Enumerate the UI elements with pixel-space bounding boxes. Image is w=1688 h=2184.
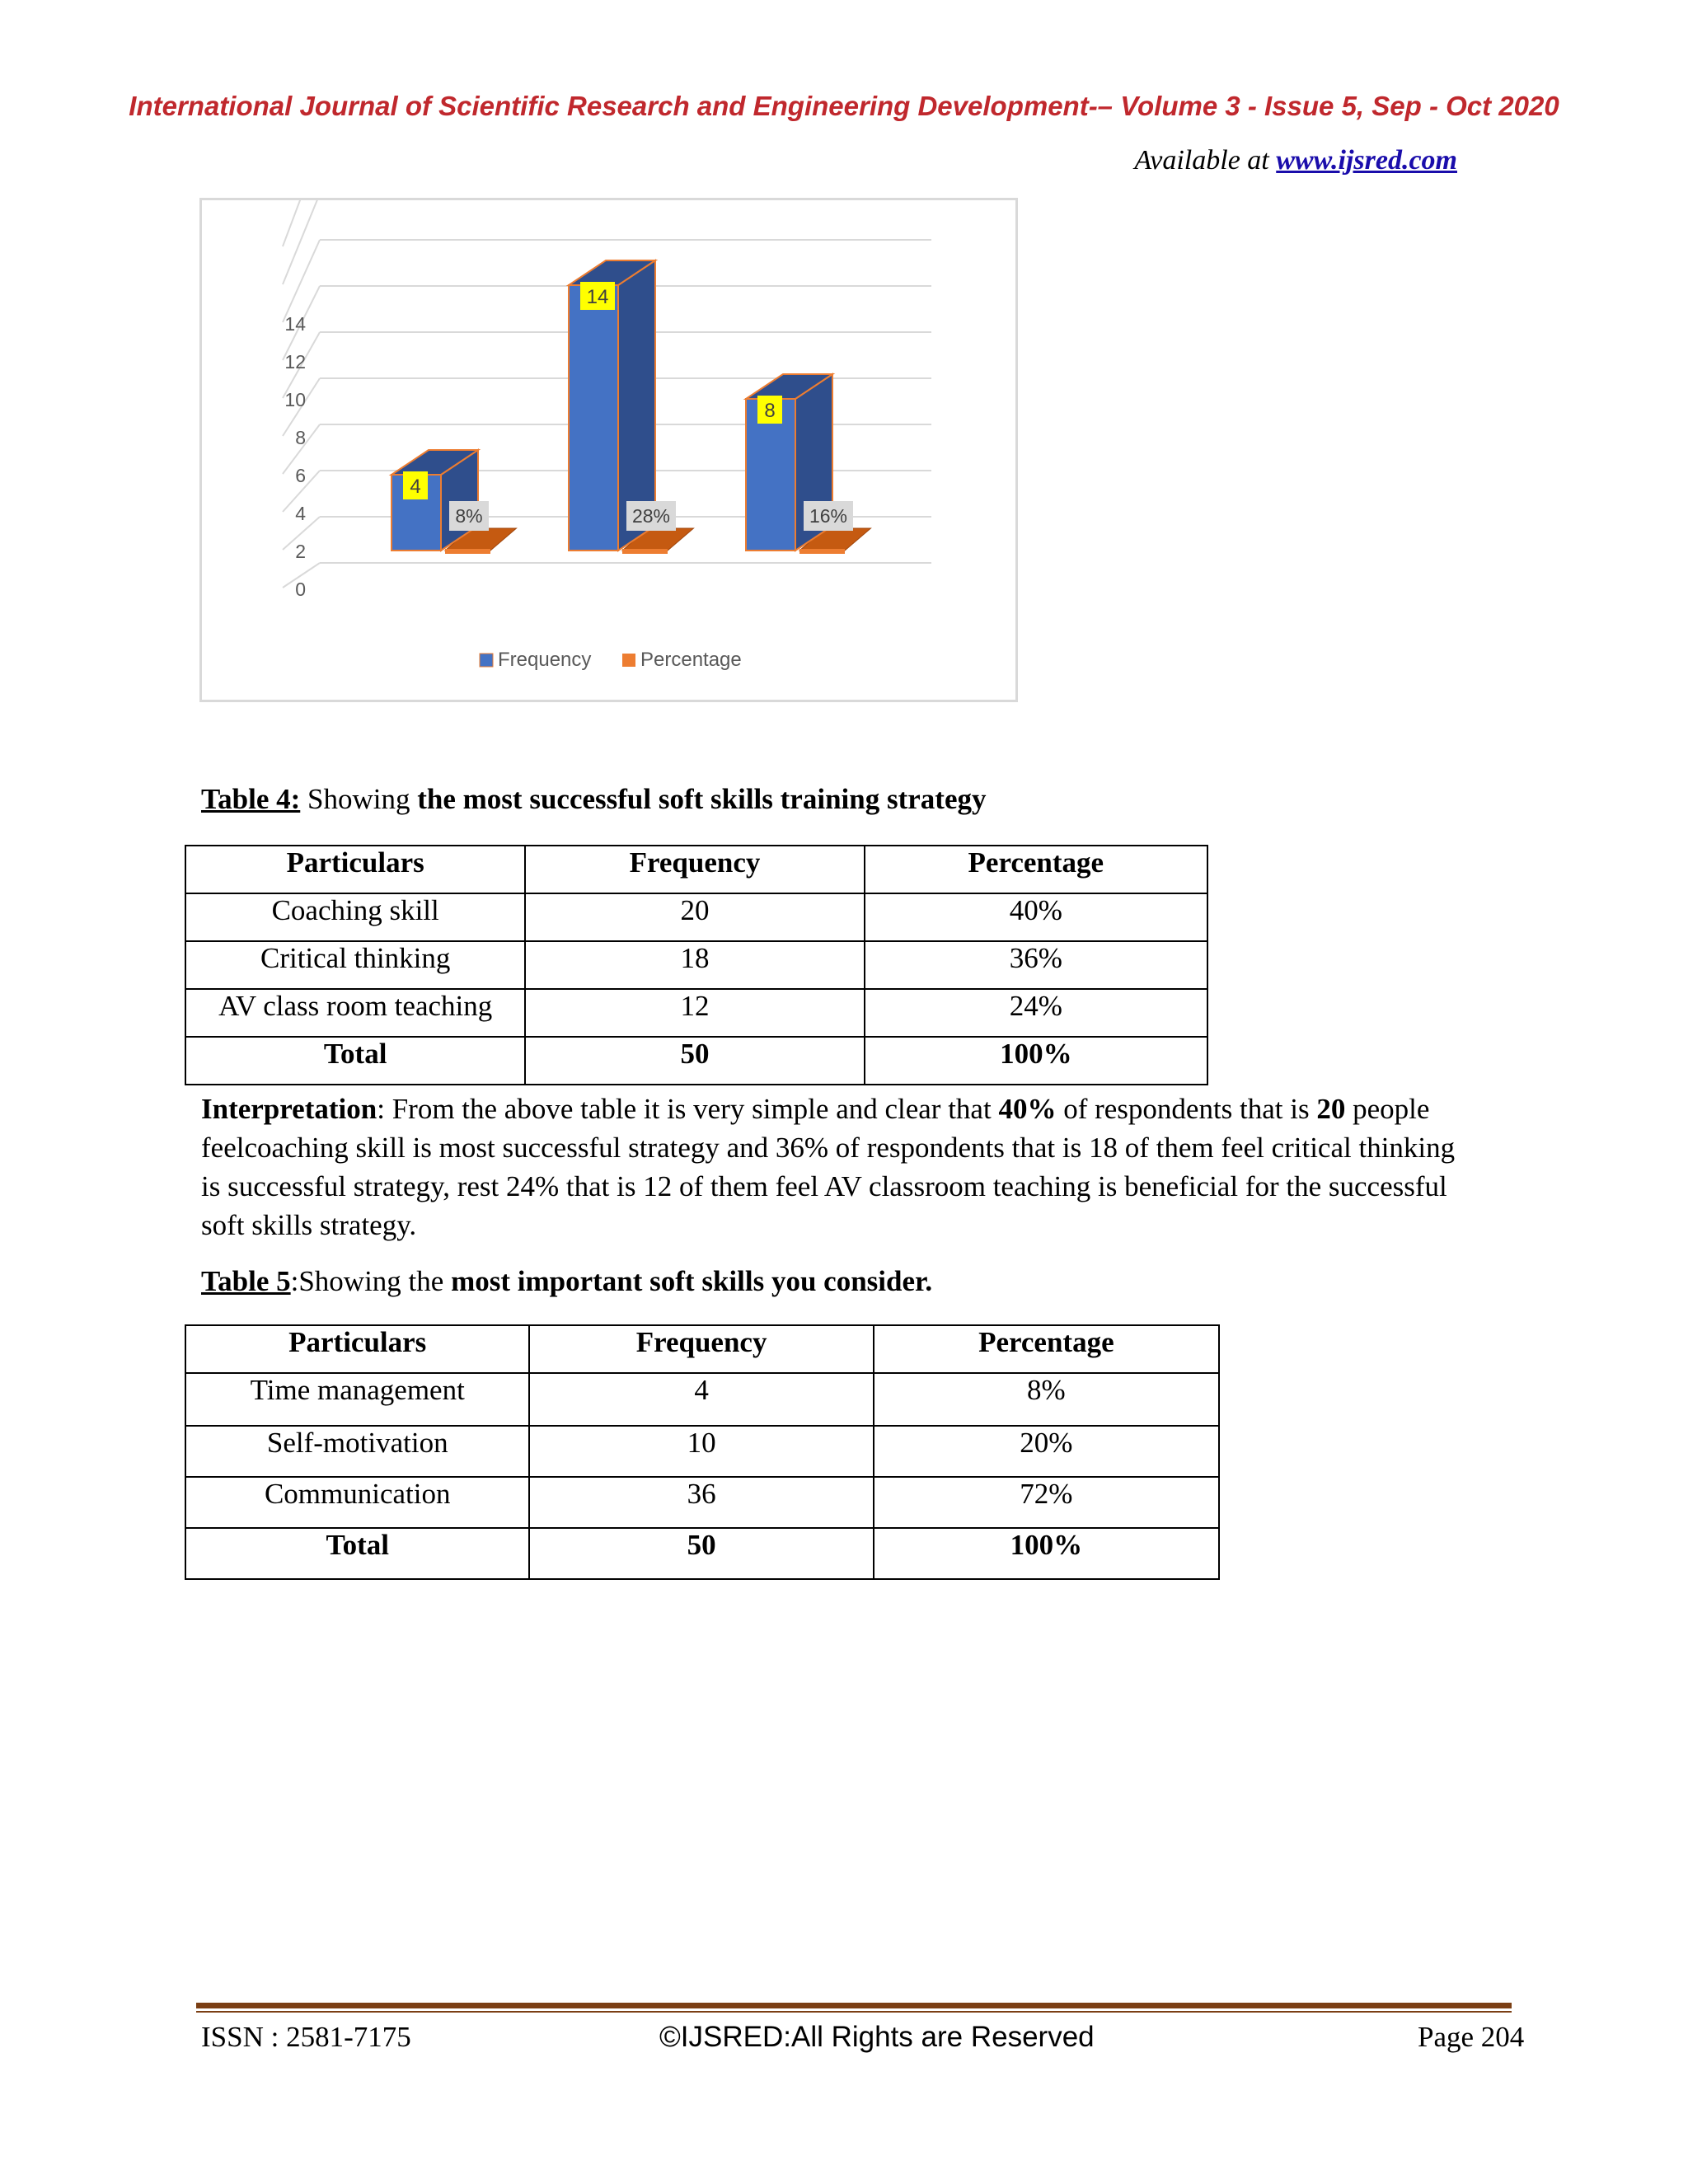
frequency-data-label: 8 (764, 400, 776, 422)
column-header: Percentage (865, 846, 1207, 893)
legend-percentage-swatch (622, 654, 635, 667)
interpretation-paragraph (201, 1090, 1462, 1244)
y-tick-label: 2 (295, 541, 306, 562)
grid-wall-line (283, 240, 320, 322)
y-tick-label: 14 (284, 313, 306, 335)
frequency-chart (199, 198, 1018, 702)
percentage-data-label: 16% (809, 505, 848, 527)
interpretation-highlight: 40% (998, 1093, 1057, 1125)
table4-label: Table 4: (201, 783, 301, 815)
column-header: Particulars (185, 1325, 529, 1373)
footer-issn: ISSN : 2581-7175 (201, 2021, 411, 2053)
table-cell: 18 (525, 941, 864, 989)
table5 (185, 1324, 1220, 1580)
table-cell: 50 (529, 1528, 873, 1579)
table4-caption-plain: Showing (300, 783, 418, 815)
table-header-row (185, 1325, 1219, 1373)
table-cell: AV class room teaching (185, 989, 525, 1037)
availability-line (1134, 145, 1457, 176)
available-prefix: Available at (1134, 145, 1277, 176)
column-header: Frequency (529, 1325, 873, 1373)
table4 (185, 845, 1208, 1085)
table-cell: Total (185, 1037, 525, 1085)
footer-page-number: Page 204 (1418, 2021, 1525, 2053)
table-total-row (185, 1037, 1207, 1085)
table-row (185, 989, 1207, 1037)
footer-divider (196, 2003, 1512, 2008)
legend-frequency-label: Frequency (498, 649, 592, 671)
table-cell: 100% (874, 1528, 1219, 1579)
table-row (185, 1373, 1219, 1426)
table-header-row (185, 846, 1207, 893)
interpretation-text: : From the above table it is very simple and clear that (377, 1093, 999, 1125)
column-header: Percentage (874, 1325, 1219, 1373)
table-cell: 4 (529, 1373, 873, 1426)
table5-label: Table 5 (201, 1265, 291, 1297)
column-header: Particulars (185, 846, 525, 893)
table-cell: 50 (525, 1037, 864, 1085)
frequency-data-label: 4 (410, 476, 421, 498)
legend-frequency-swatch (480, 654, 493, 667)
footer-rights: ©IJSRED:All Rights are Reserved (659, 2021, 1095, 2053)
table-row (185, 1426, 1219, 1477)
table-cell: 36% (865, 941, 1207, 989)
percentage-bar-front (799, 549, 845, 554)
footer-divider-thin (196, 2011, 1512, 2013)
table-cell: 20% (874, 1426, 1219, 1477)
y-tick-label: 0 (295, 579, 306, 600)
interpretation-label: Interpretation (201, 1093, 377, 1125)
table-cell: 8% (874, 1373, 1219, 1426)
table-row (185, 941, 1207, 989)
y-tick-label: 6 (295, 465, 306, 486)
table5-caption-bold: most important soft skills you consider. (451, 1265, 933, 1297)
table-cell: Coaching skill (185, 893, 525, 941)
table-cell: Self-motivation (185, 1426, 529, 1477)
y-tick-label: 10 (284, 389, 306, 410)
table-cell: 72% (874, 1477, 1219, 1528)
table-cell: 24% (865, 989, 1207, 1037)
frequency-bar (569, 285, 618, 551)
table-total-row (185, 1528, 1219, 1579)
chart-canvas (202, 200, 1015, 700)
percentage-data-label: 28% (631, 505, 671, 527)
table5-caption (201, 1265, 932, 1298)
legend-percentage-label: Percentage (640, 649, 742, 671)
table-cell: Critical thinking (185, 941, 525, 989)
frequency-data-label: 14 (586, 286, 609, 308)
table-cell: Time management (185, 1373, 529, 1426)
column-header: Frequency (525, 846, 864, 893)
table-cell: Communication (185, 1477, 529, 1528)
table-row (185, 1477, 1219, 1528)
table4-caption (201, 783, 986, 816)
y-tick-label: 4 (295, 503, 306, 524)
interpretation-text: of respondents that is (1056, 1093, 1317, 1125)
table-cell: 100% (865, 1037, 1207, 1085)
table-cell: 12 (525, 989, 864, 1037)
journal-website-link[interactable]: www.ijsred.com (1276, 145, 1457, 176)
percentage-bar-front (445, 549, 490, 554)
table-row (185, 893, 1207, 941)
table-cell: 40% (865, 893, 1207, 941)
percentage-bar-front (622, 549, 668, 554)
y-tick-label: 12 (284, 351, 306, 373)
interpretation-text: people feelcoaching skill is most successful strategy and 36% of respondents that is 18 of them feel critical thinking is successful strategy, rest 24% that is 12 of them feel AV classroom teaching is beneficial for the successful soft skills strategy. (201, 1093, 1456, 1241)
table5-caption-plain: :Showing the (290, 1265, 452, 1297)
table-cell: 20 (525, 893, 864, 941)
interpretation-highlight: 20 (1316, 1093, 1346, 1125)
table-cell: 10 (529, 1426, 873, 1477)
journal-header: International Journal of Scientific Research and Engineering Development-– Volume 3 - Issue 5, Sep - Oct 2020 (129, 91, 1559, 121)
table4-caption-bold: the most successful soft skills training strategy (417, 783, 987, 815)
table-cell: Total (185, 1528, 529, 1579)
grid-wall-line (283, 200, 320, 284)
table-cell: 36 (529, 1477, 873, 1528)
percentage-data-label: 8% (455, 505, 483, 527)
y-tick-label: 8 (295, 427, 306, 448)
